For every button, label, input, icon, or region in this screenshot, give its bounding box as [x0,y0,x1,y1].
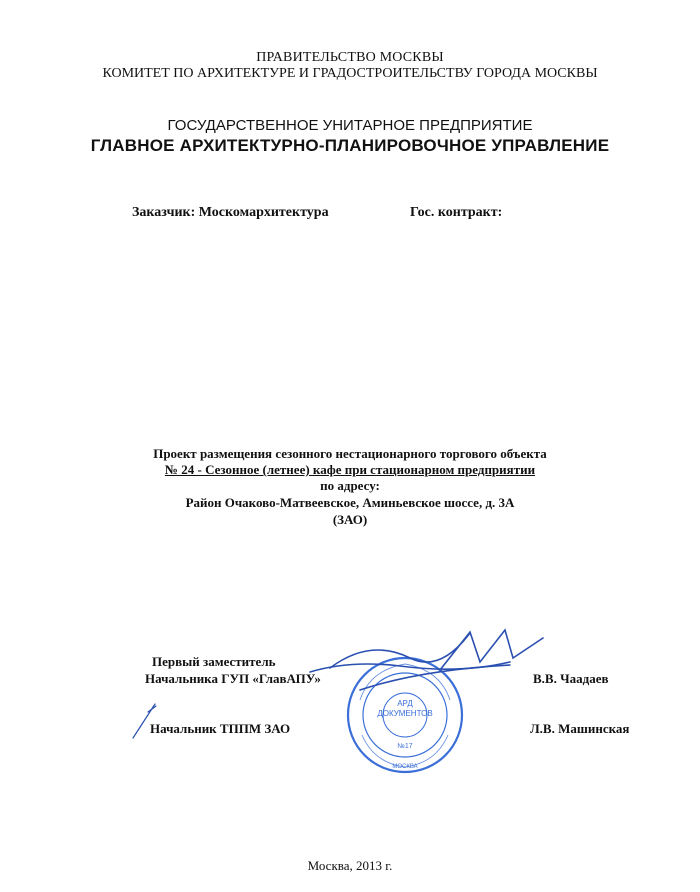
signature-chaadaev [310,630,543,690]
customer-label: Заказчик: Москомархитектура [132,205,329,220]
contract-label: Гос. контракт: [410,205,503,220]
committee-title: КОМИТЕТ ПО АРХИТЕКТУРЕ И ГРАДОСТРОИТЕЛЬСТВУ ГОРОДА МОСКВЫ [102,66,598,81]
project-address: Район Очаково-Матвеевское, Аминьевское шоссе, д. 3А [185,495,515,510]
project-title-line-1: Проект размещения сезонного нестационарного торгового объекта [153,446,547,461]
stamp-city: МОСКВА [392,764,418,770]
org-name: ГЛАВНОЕ АРХИТЕКТУРНО-ПЛАНИРОВОЧНОЕ УПРАВЛЕНИЕ [90,136,610,155]
stamp [348,658,462,772]
government-title: ПРАВИТЕЛЬСТВО МОСКВЫ [256,50,444,65]
project-address-label: по адресу: [320,478,380,493]
signatory-2-title: Начальник ТППМ ЗАО [150,721,291,736]
place-date: Москва, 2013 г. [307,858,393,873]
stamp-number: №17 [397,743,413,750]
project-title-line-2: № 24 - Сезонное (летнее) кафе при стационарном предприятии [164,462,536,477]
signatory-1-name: В.В. Чаадаев [533,671,609,686]
signatory-1-title-2: Начальника ГУП «ГлавАПУ» [145,671,321,686]
stamp-dept: АРД [397,699,413,708]
signatory-1-title-1: Первый заместитель [152,654,276,669]
signatory-2-name: Л.В. Машинская [530,721,630,736]
stamp-docs: ДОКУМЕНТОВ [377,709,433,718]
org-type: ГОСУДАРСТВЕННОЕ УНИТАРНОЕ ПРЕДПРИЯТИЕ [167,117,533,134]
project-district: (ЗАО) [332,512,368,527]
